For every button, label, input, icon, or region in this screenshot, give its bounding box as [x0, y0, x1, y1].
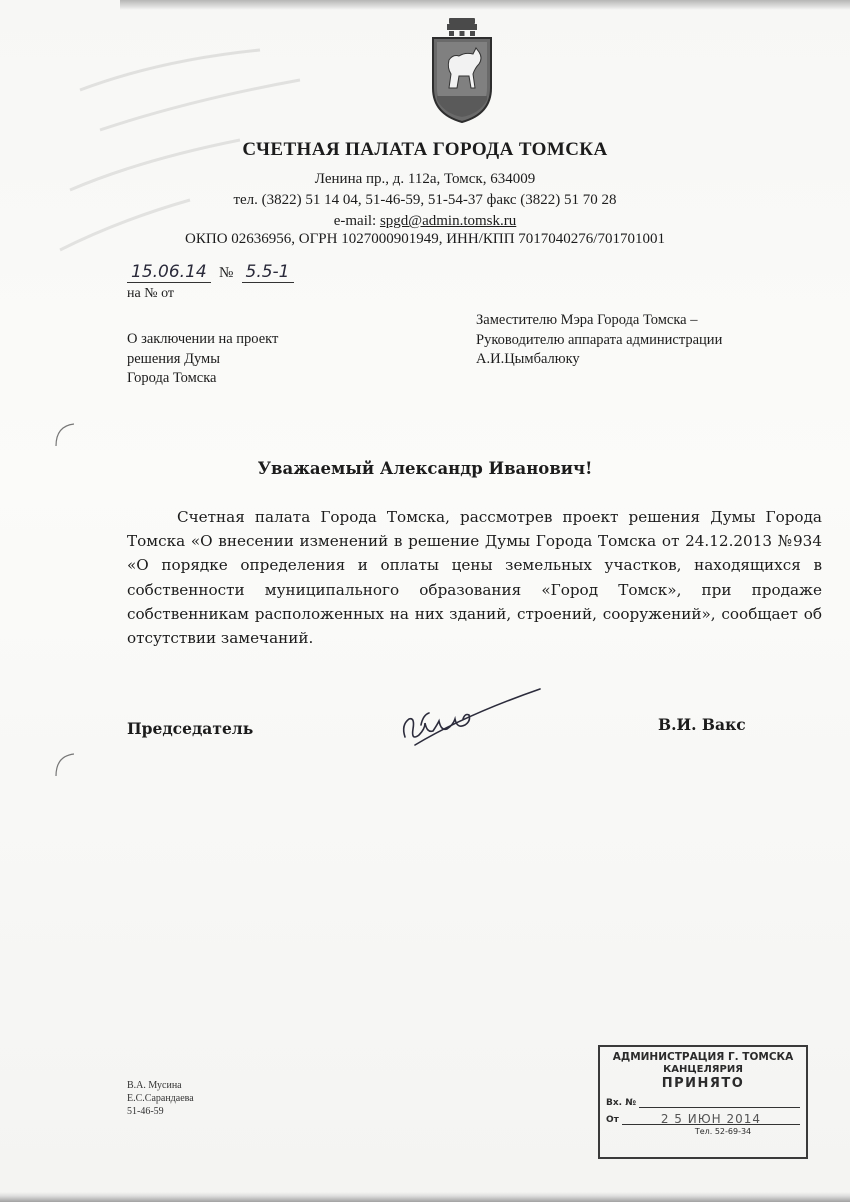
addressee-line: Руководителю аппарата администрации — [476, 331, 723, 348]
outgoing-number: 5.5-1 — [242, 262, 294, 283]
addressee-line: Заместителю Мэра Города Томска – — [476, 312, 698, 328]
addressee-block — [476, 311, 722, 370]
organization-email-line — [0, 213, 850, 230]
stamp-incoming-row — [606, 1095, 800, 1108]
salutation: Уважаемый Александр Иванович! — [257, 459, 593, 478]
stamp-phone: Тел. 52-69-34 — [694, 1127, 752, 1136]
handwritten-signature — [395, 685, 545, 755]
scan-edge-top — [120, 0, 850, 10]
registration-line — [127, 262, 294, 282]
letter-body — [127, 505, 822, 650]
organization-address: Ленина пр., д. 112а, Томск, 634009 — [314, 171, 536, 187]
reference-line: на № от — [127, 286, 174, 301]
hole-punch-mark — [52, 750, 76, 778]
stamp-status: ПРИНЯТО — [661, 1076, 745, 1091]
addressee-line: А.И.Цымбалюку — [476, 351, 580, 367]
subject-line: Города Томска — [127, 370, 217, 386]
received-stamp — [598, 1045, 808, 1159]
signatory-name: В.И. Вакс — [658, 715, 746, 734]
stamp-from-label: От — [606, 1115, 619, 1125]
organization-phones: тел. (3822) 51 14 04, 51-46-59, 51-54-37 факс (3822) 51 70 28 — [233, 192, 617, 208]
email-link[interactable]: spgd@admin.tomsk.ru — [379, 213, 517, 229]
executors-block — [127, 1079, 194, 1118]
subject-line: О заключении на проект — [127, 331, 279, 347]
tomsk-coat-of-arms-emblem — [429, 18, 495, 124]
letter-subject — [127, 330, 278, 389]
email-label: e-mail: — [333, 213, 377, 229]
scan-edge-bottom — [0, 1192, 850, 1202]
organization-codes: ОКПО 02636956, ОГРН 1027000901949, ИНН/КПП 7017040276/701701001 — [185, 231, 665, 247]
stamp-received-date: 2 5 ИЮН 2014 — [622, 1112, 800, 1125]
executor-phone: 51-46-59 — [127, 1106, 164, 1117]
stamp-date-row — [606, 1112, 800, 1125]
executor-line: В.А. Мусина — [127, 1080, 182, 1091]
signatory-title: Председатель — [127, 719, 254, 738]
subject-line: решения Думы — [127, 350, 220, 367]
hole-punch-mark — [52, 420, 76, 448]
executor-line: Е.С.Сарандаева — [127, 1093, 194, 1104]
stamp-incoming-value — [639, 1095, 800, 1108]
stamp-line: АДМИНИСТРАЦИЯ Г. ТОМСКА — [612, 1051, 794, 1063]
number-label: № — [218, 265, 234, 281]
stamp-incoming-label: Вх. № — [606, 1098, 637, 1108]
organization-title: СЧЕТНАЯ ПАЛАТА ГОРОДА ТОМСКА — [242, 139, 608, 160]
body-paragraph: Счетная палата Города Томска, рассмотрев проект решения Думы Города Томска «О внесении изменений в решение Думы Города Томска от 24.12.2013 №934 «О порядке определения и оплаты цены земельных участков, находящихся в собственности муниципального образования «Город Томск», при продаже собственникам расположенных на них зданий, строений, сооружений», сообщает об отсутствии замечаний. — [127, 508, 822, 648]
stamp-line: КАНЦЕЛЯРИЯ — [663, 1064, 743, 1075]
outgoing-date: 15.06.14 — [127, 262, 211, 283]
